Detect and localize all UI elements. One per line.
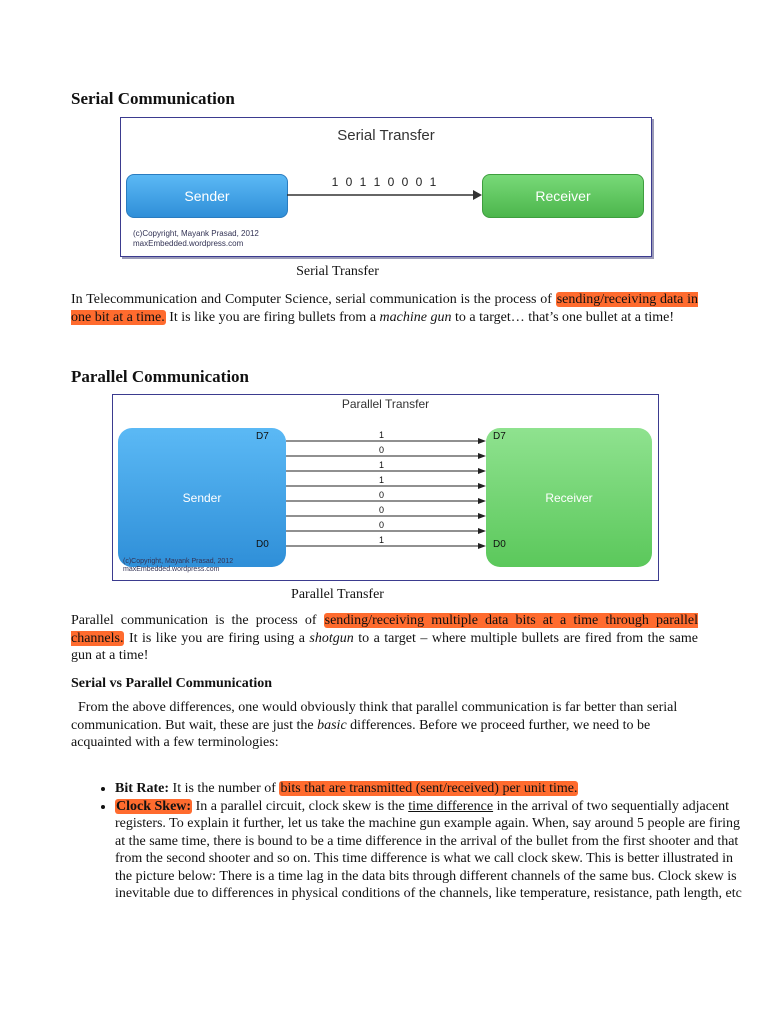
bit-rate-label: Bit Rate: (115, 781, 170, 796)
parallel-lines (113, 395, 658, 580)
parallel-highlight: sending/receiving multiple data bits at a time through parallel channels. (71, 613, 698, 646)
parallel-para-text: Parallel communication is the process of (71, 613, 324, 628)
clock-skew-label: Clock Skew: (116, 798, 192, 814)
comparison-paragraph (71, 699, 698, 752)
parallel-bit-label: 1 (379, 475, 385, 485)
parallel-sender-label: Sender (182, 490, 222, 505)
serial-para-text-2: It is like you are firing bullets from a (165, 309, 380, 325)
serial-bits: 1 0 1 1 0 0 0 1 (331, 175, 439, 189)
parallel-bit-label: 0 (379, 490, 385, 500)
parallel-receiver-d7: D7 (493, 431, 506, 442)
serial-sender-label: Sender (184, 188, 230, 204)
parallel-emphasis: shotgun (309, 630, 354, 646)
comparison-emphasis: basic (317, 717, 347, 733)
comparison-para-text-2: differences. Before we proceed further, we need to be acquainted with a few terminologies: (71, 717, 651, 750)
serial-para-text: In Telecommunication and Computer Science, serial communication is the process of (71, 292, 556, 307)
comparison-para-text: From the above differences, one would obviously think that parallel communication is far better than serial communication. But wait, these are just the (71, 700, 681, 733)
serial-emphasis: machine gun (379, 309, 452, 325)
clock-skew-text: In a parallel circuit, clock skew is the (192, 798, 409, 814)
parallel-caption: Parallel Transfer (291, 587, 384, 602)
bit-rate-highlight: bits that are transmitted (sent/received) per unit time. (280, 781, 578, 796)
parallel-transfer-figure (112, 394, 659, 581)
serial-sender-box (126, 174, 288, 218)
parallel-para-text-3: to a target – where multiple bullets are fired from the same gun at a time! (71, 630, 698, 663)
parallel-bit-label: 1 (379, 535, 385, 545)
serial-figure-title: Serial Transfer (337, 127, 435, 144)
parallel-channel-arrowhead (478, 468, 486, 474)
term-bit-rate (115, 780, 742, 798)
parallel-sender-d7: D7 (256, 431, 269, 442)
serial-paragraph (71, 291, 698, 326)
serial-copyright-1: (c)Copyright, Mayank Prasad, 2012 (133, 229, 259, 238)
parallel-heading: Parallel Communication (71, 367, 250, 386)
parallel-copyright-2: maxEmbedded.wordpress.com (123, 566, 220, 573)
parallel-para-text-2: It is like you are firing using a (124, 630, 310, 646)
serial-caption: Serial Transfer (296, 264, 379, 279)
serial-para-text-3: to a target… that’s one bullet at a time! (451, 309, 674, 325)
parallel-channel-arrowhead (478, 453, 486, 459)
parallel-bit-label: 0 (379, 505, 385, 515)
parallel-channel-arrowhead (478, 543, 486, 549)
parallel-channel-arrowhead (478, 438, 486, 444)
parallel-paragraph (71, 612, 698, 665)
serial-transfer-figure (120, 117, 652, 257)
parallel-bit-label: 0 (379, 520, 385, 530)
serial-receiver-label: Receiver (535, 188, 591, 204)
comparison-heading: Serial vs Parallel Communication (71, 676, 273, 691)
parallel-figure-title: Parallel Transfer (341, 397, 430, 411)
parallel-channel-arrowhead (478, 498, 486, 504)
serial-heading: Serial Communication (71, 89, 235, 108)
terms-list (71, 780, 742, 903)
parallel-sender-d0: D0 (256, 539, 269, 550)
parallel-channel-arrowhead (478, 528, 486, 534)
parallel-channel-arrowhead (478, 483, 486, 489)
serial-arrow (287, 188, 483, 202)
parallel-receiver-d0: D0 (493, 539, 506, 550)
parallel-channel-arrowhead (478, 513, 486, 519)
parallel-copyright-1: (c)Copyright, Mayank Prasad, 2012 (123, 558, 234, 565)
clock-skew-text-2: in the arrival of two sequentially adjacent registers. To explain it further, let us take the machine gun example again. When, say around 5 people are firing at the same time, there is bound to be a time difference in the arrival of the bullet from the first shooter and that from the second shooter and so on. This time difference is what we call clock skew. This is better illustrated in the picture below: There is a time lag in the data bits through different channels of the same bus. Clock skew is inevitable due to differences in physical conditions of the channels, like temperature, resistance, path length, etc (115, 798, 742, 901)
serial-receiver-box (482, 174, 644, 218)
parallel-bit-label: 0 (379, 445, 385, 455)
term-clock-skew (115, 798, 742, 903)
serial-copyright-2: maxEmbedded.wordpress.com (133, 239, 244, 248)
parallel-bit-label: 1 (379, 430, 385, 440)
parallel-bit-label: 1 (379, 460, 385, 470)
parallel-receiver-label: Receiver (545, 490, 593, 505)
bit-rate-text: It is the number of (169, 781, 280, 796)
clock-skew-underline: time difference (408, 798, 494, 814)
serial-highlight: sending/receiving data in one bit at a time. (71, 292, 698, 325)
